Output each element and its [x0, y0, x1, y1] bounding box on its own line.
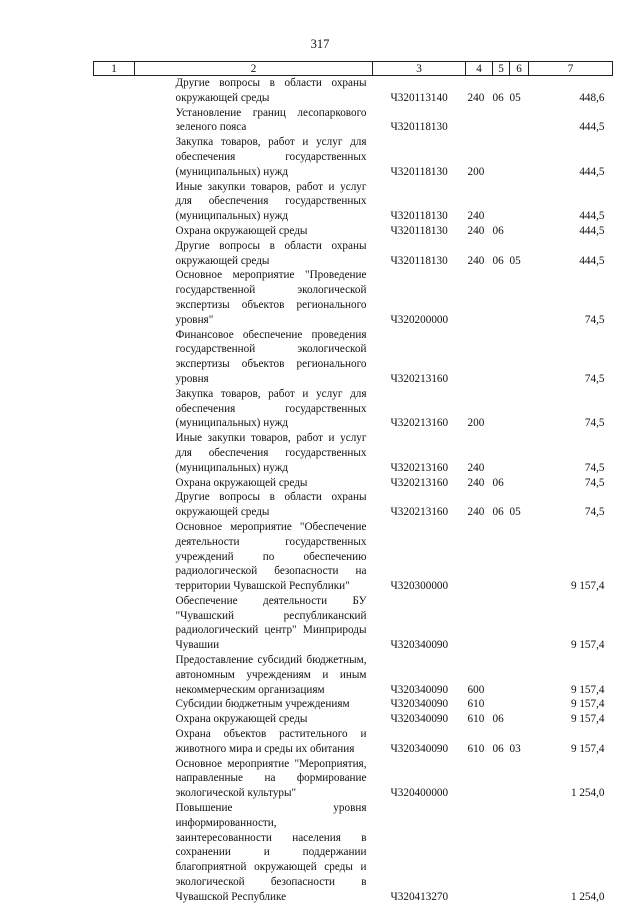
row-subsection: 05: [509, 254, 521, 267]
row-section: 06: [492, 476, 504, 489]
row-expense-type: 200: [467, 417, 485, 430]
row-number-cell: [94, 431, 135, 475]
table-row: [94, 712, 613, 727]
row-number-cell: [94, 712, 135, 727]
row-amount: 74,5: [584, 476, 605, 489]
row-section: [493, 757, 510, 801]
row-name: Финансовое обеспечение проведения государственной экологической экспертизы объектов регионального уровня: [175, 328, 367, 385]
column-header-3: 3: [373, 62, 466, 76]
row-expense-type: 240: [467, 461, 485, 474]
row-number-cell: [94, 757, 135, 801]
row-expense-type: 240: [467, 210, 485, 223]
row-name: Охрана окружающей среды: [175, 713, 308, 726]
row-code: Ч320400000: [390, 787, 449, 800]
row-name: Основное мероприятие "Обеспечение деятельности государственных учреждений по обеспечению радиологической безопасности на территории Чувашской Республики": [175, 520, 367, 593]
row-expense-type: [466, 594, 493, 653]
row-amount: 448,6: [579, 91, 605, 104]
row-number-cell: [94, 490, 135, 520]
row-code: Ч320213160: [390, 476, 449, 489]
row-name: Обеспечение деятельности БУ "Чувашский республиканский радиологический центр" Минприроды Чувашии: [175, 594, 367, 652]
row-name: Предоставление субсидий бюджетным, автономным учреждениям и иным некоммерческим организациям: [175, 654, 367, 696]
row-expense-type: [466, 757, 493, 801]
row-expense-type: 240: [467, 91, 485, 104]
row-section: 06: [492, 713, 504, 726]
row-name: Установление границ лесопаркового зеленого пояса: [175, 106, 367, 134]
row-number-cell: [94, 727, 135, 757]
row-section: [493, 520, 510, 594]
row-name: Охрана окружающей среды: [175, 476, 308, 489]
row-code: Ч320118130: [390, 121, 448, 134]
row-code: Ч320113140: [390, 91, 448, 104]
row-subsection: [510, 106, 529, 136]
row-expense-type: 240: [467, 254, 485, 267]
row-section: [493, 697, 510, 712]
row-number-cell: [94, 135, 135, 179]
row-section: [493, 328, 510, 387]
row-subsection: [510, 224, 529, 239]
row-subsection: [510, 801, 529, 905]
table-row: [94, 239, 613, 269]
table-row: [94, 490, 613, 520]
row-expense-type: [466, 328, 493, 387]
row-expense-type: 240: [467, 476, 485, 489]
table-row: [94, 594, 613, 653]
row-number-cell: [94, 801, 135, 905]
row-amount: 74,5: [584, 313, 605, 326]
row-section: 06: [492, 224, 504, 237]
row-name: Основное мероприятие "Мероприятия, направленные на формирование экологической культуры": [175, 757, 367, 800]
row-amount: 444,5: [579, 224, 605, 237]
row-number-cell: [94, 653, 135, 697]
row-expense-type: [466, 801, 493, 905]
row-subsection: [510, 328, 529, 387]
row-subsection: [510, 712, 529, 727]
row-amount: 9 157,4: [570, 639, 605, 652]
row-amount: 74,5: [584, 461, 605, 474]
table-row: [94, 76, 613, 106]
row-name: Повышение уровня информированности, заинтересованности населения в сохранении и поддержании благоприятной окружающей среды и экологической безопасности в Чувашской Республике: [175, 802, 367, 903]
row-amount: 9 157,4: [570, 580, 605, 593]
row-name: Субсидии бюджетным учреждениям: [175, 698, 350, 711]
row-amount: 1 254,0: [570, 787, 605, 800]
row-code: Ч320340090: [390, 742, 449, 755]
table-row: [94, 180, 613, 224]
row-subsection: [510, 268, 529, 327]
row-section: 06: [492, 742, 504, 755]
table-row: [94, 106, 613, 136]
row-number-cell: [94, 106, 135, 136]
row-expense-type: 610: [467, 713, 485, 726]
row-code: Ч320118130: [390, 224, 448, 237]
row-name: Другие вопросы в области охраны окружающей среды: [175, 77, 367, 104]
table-row: [94, 801, 613, 905]
row-code: Ч320413270: [390, 890, 449, 903]
row-section: [493, 653, 510, 697]
row-expense-type: [466, 106, 493, 136]
table-row: [94, 727, 613, 757]
table-row: [94, 653, 613, 697]
row-code: Ч320118130: [390, 210, 448, 223]
row-number-cell: [94, 268, 135, 327]
row-subsection: [510, 180, 529, 224]
table-body: [94, 76, 613, 905]
row-number-cell: [94, 520, 135, 594]
row-amount: 9 157,4: [570, 713, 605, 726]
row-subsection: [510, 476, 529, 491]
row-code: Ч320340090: [390, 683, 449, 696]
row-subsection: 05: [509, 506, 521, 519]
row-section: 06: [492, 506, 504, 519]
row-number-cell: [94, 387, 135, 431]
row-amount: 9 157,4: [570, 683, 605, 696]
row-expense-type: [466, 268, 493, 327]
row-section: [493, 180, 510, 224]
row-subsection: [510, 757, 529, 801]
row-code: Ч320213160: [390, 461, 449, 474]
row-code: Ч320340090: [390, 639, 449, 652]
table-row: [94, 387, 613, 431]
row-section: [493, 431, 510, 475]
row-number-cell: [94, 180, 135, 224]
row-subsection: [510, 387, 529, 431]
row-code: Ч320213160: [390, 372, 449, 385]
row-name: Закупка товаров, работ и услуг для обеспечения государственных (муниципальных) нужд: [175, 136, 367, 178]
row-subsection: [510, 697, 529, 712]
row-amount: 444,5: [579, 210, 605, 223]
column-header-6: 6: [510, 62, 529, 76]
table-row: [94, 757, 613, 801]
row-amount: 1 254,0: [570, 890, 605, 903]
row-subsection: [510, 653, 529, 697]
row-section: [493, 387, 510, 431]
row-expense-type: 240: [467, 506, 485, 519]
column-header-2: 2: [135, 62, 373, 76]
table-row: [94, 697, 613, 712]
row-amount: 444,5: [579, 254, 605, 267]
row-expense-type: 200: [467, 165, 485, 178]
row-name: Основное мероприятие "Проведение государственной экологической экспертизы объектов регионального уровня": [175, 269, 367, 326]
table-row: [94, 520, 613, 594]
row-expense-type: [466, 520, 493, 594]
row-section: 06: [492, 91, 504, 104]
row-code: Ч320118130: [390, 254, 448, 267]
row-number-cell: [94, 76, 135, 106]
row-section: [493, 106, 510, 136]
budget-table: [93, 61, 613, 905]
column-header-4: 4: [466, 62, 493, 76]
table-row: [94, 476, 613, 491]
table-row: [94, 224, 613, 239]
table-header: [94, 62, 613, 76]
row-section: [493, 801, 510, 905]
row-code: Ч320213160: [390, 417, 449, 430]
row-subsection: [510, 431, 529, 475]
row-name: Иные закупки товаров, работ и услуг для обеспечения государственных (муниципальных) нужд: [175, 432, 367, 474]
column-header-7: 7: [529, 62, 613, 76]
table-row: [94, 431, 613, 475]
row-amount: 74,5: [584, 417, 605, 430]
row-number-cell: [94, 224, 135, 239]
table-row: [94, 268, 613, 327]
row-expense-type: 610: [467, 742, 485, 755]
row-expense-type: 600: [467, 683, 485, 696]
row-amount: 444,5: [579, 165, 605, 178]
row-code: Ч320340090: [390, 698, 449, 711]
row-section: [493, 135, 510, 179]
row-number-cell: [94, 697, 135, 712]
row-number-cell: [94, 239, 135, 269]
row-number-cell: [94, 328, 135, 387]
row-subsection: 05: [509, 91, 521, 104]
page-number: 317: [310, 37, 330, 51]
row-code: Ч320118130: [390, 165, 448, 178]
table-row: [94, 135, 613, 179]
table-row: [94, 328, 613, 387]
row-amount: 444,5: [579, 121, 605, 134]
row-amount: 74,5: [584, 372, 605, 385]
column-header-5: 5: [493, 62, 510, 76]
row-name: Охрана окружающей среды: [175, 224, 308, 237]
row-section: [493, 268, 510, 327]
row-subsection: 03: [509, 742, 521, 755]
row-subsection: [510, 520, 529, 594]
row-subsection: [510, 135, 529, 179]
row-name: Иные закупки товаров, работ и услуг для обеспечения государственных (муниципальных) нужд: [175, 180, 367, 223]
row-number-cell: [94, 476, 135, 491]
row-name: Охрана объектов растительного и животного мира и среды их обитания: [175, 728, 367, 755]
row-section: 06: [492, 254, 504, 267]
row-code: Ч320213160: [390, 506, 449, 519]
row-section: [493, 594, 510, 653]
row-name: Другие вопросы в области охраны окружающей среды: [175, 239, 367, 267]
column-header-1: 1: [94, 62, 135, 76]
row-name: Закупка товаров, работ и услуг для обеспечения государственных (муниципальных) нужд: [175, 387, 367, 430]
row-code: Ч320200000: [390, 313, 449, 326]
row-expense-type: 610: [467, 698, 485, 711]
row-code: Ч320300000: [390, 580, 449, 593]
row-name: Другие вопросы в области охраны окружающей среды: [175, 491, 367, 519]
row-amount: 9 157,4: [570, 698, 605, 711]
row-code: Ч320340090: [390, 713, 449, 726]
row-amount: 9 157,4: [570, 742, 605, 755]
row-number-cell: [94, 594, 135, 653]
row-amount: 74,5: [584, 506, 605, 519]
row-subsection: [510, 594, 529, 653]
row-expense-type: 240: [467, 224, 485, 237]
